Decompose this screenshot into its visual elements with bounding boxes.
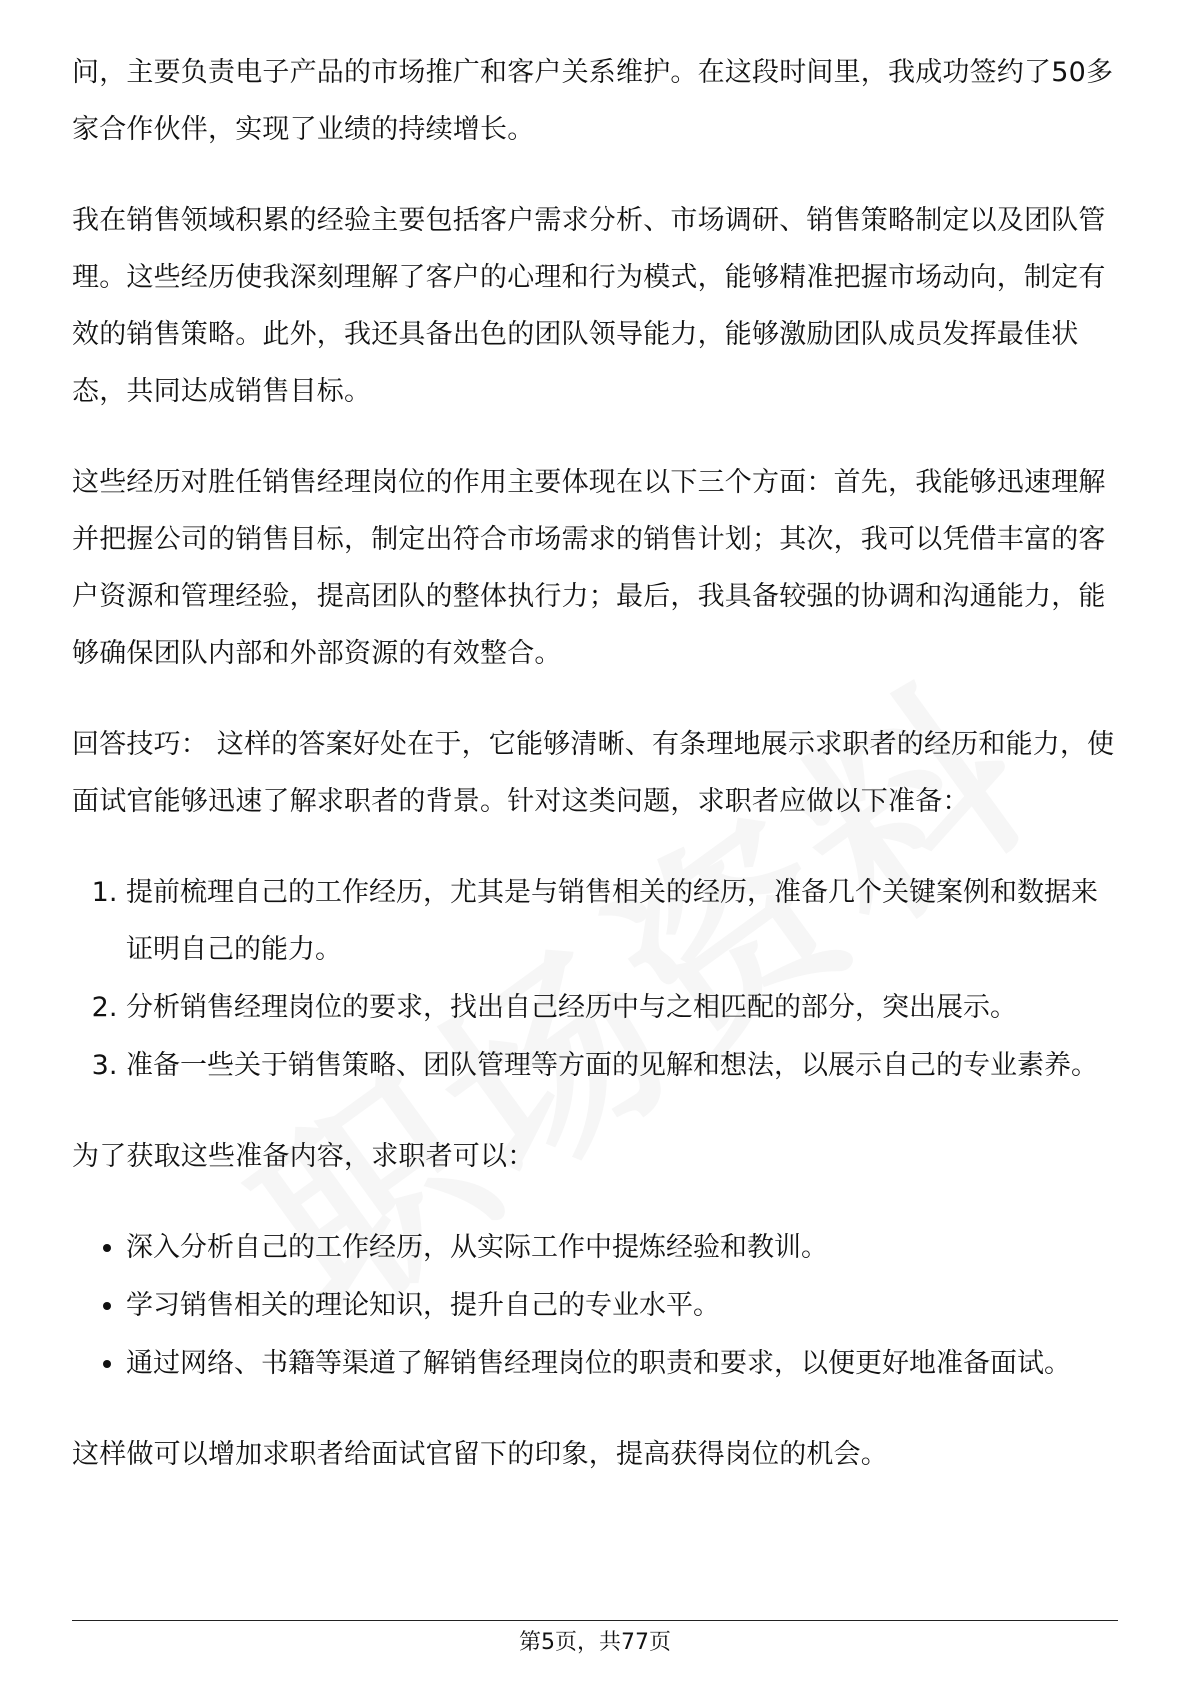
- paragraph-conclusion: 这样做可以增加求职者给面试官留下的印象，提高获得岗位的机会。: [72, 1439, 888, 1470]
- page-content: [72, 44, 1118, 1517]
- list-item: 1. 提前梳理自己的工作经历，尤其是与销售相关的经历，准备几个关键案例和数据来证明自己的能力。: [126, 864, 1118, 978]
- list-item: • 深入分析自己的工作经历，从实际工作中提炼经验和教训。: [126, 1219, 1118, 1276]
- list-item: • 学习销售相关的理论知识，提升自己的专业水平。: [126, 1277, 1118, 1334]
- preparation-list: [72, 864, 1118, 1094]
- list-item: 3. 准备一些关于销售策略、团队管理等方面的见解和想法，以展示自己的专业素养。: [126, 1037, 1118, 1094]
- list-item: • 通过网络、书籍等渠道了解销售经理岗位的职责和要求，以便更好地准备面试。: [126, 1335, 1118, 1392]
- paragraph-experience-intro: 问，主要负责电子产品的市场推广和客户关系维护。在这段时间里，我成功签约了50多家合作伙伴，实现了业绩的持续增长。: [72, 57, 1114, 145]
- paragraph-answer-tips: 回答技巧： 这样的答案好处在于，它能够清晰、有条理地展示求职者的经历和能力，使面试官能够迅速了解求职者的背景。针对这类问题，求职者应做以下准备：: [72, 729, 1115, 817]
- paragraph-sales-experience: 我在销售领域积累的经验主要包括客户需求分析、市场调研、销售策略制定以及团队管理。这些经历使我深刻理解了客户的心理和行为模式，能够精准把握市场动向，制定有效的销售策略。此外，我还具备出色的团队领导能力，能够激励团队成员发挥最佳状态，共同达成销售目标。: [72, 205, 1106, 407]
- paragraph-role-fit: 这些经历对胜任销售经理岗位的作用主要体现在以下三个方面：首先，我能够迅速理解并把握公司的销售目标，制定出符合市场需求的销售计划；其次，我可以凭借丰富的客户资源和管理经验，提高团队的整体执行力；最后，我具备较强的协调和沟通能力，能够确保团队内部和外部资源的有效整合。: [72, 467, 1106, 669]
- list-item: 2. 分析销售经理岗位的要求，找出自己经历中与之相匹配的部分，突出展示。: [126, 979, 1118, 1036]
- paragraph-how-to-prepare: 为了获取这些准备内容，求职者可以：: [72, 1141, 535, 1172]
- method-list: [72, 1219, 1118, 1392]
- page-number: 第5页，共77页: [519, 1630, 671, 1655]
- footer-divider: [72, 1620, 1118, 1621]
